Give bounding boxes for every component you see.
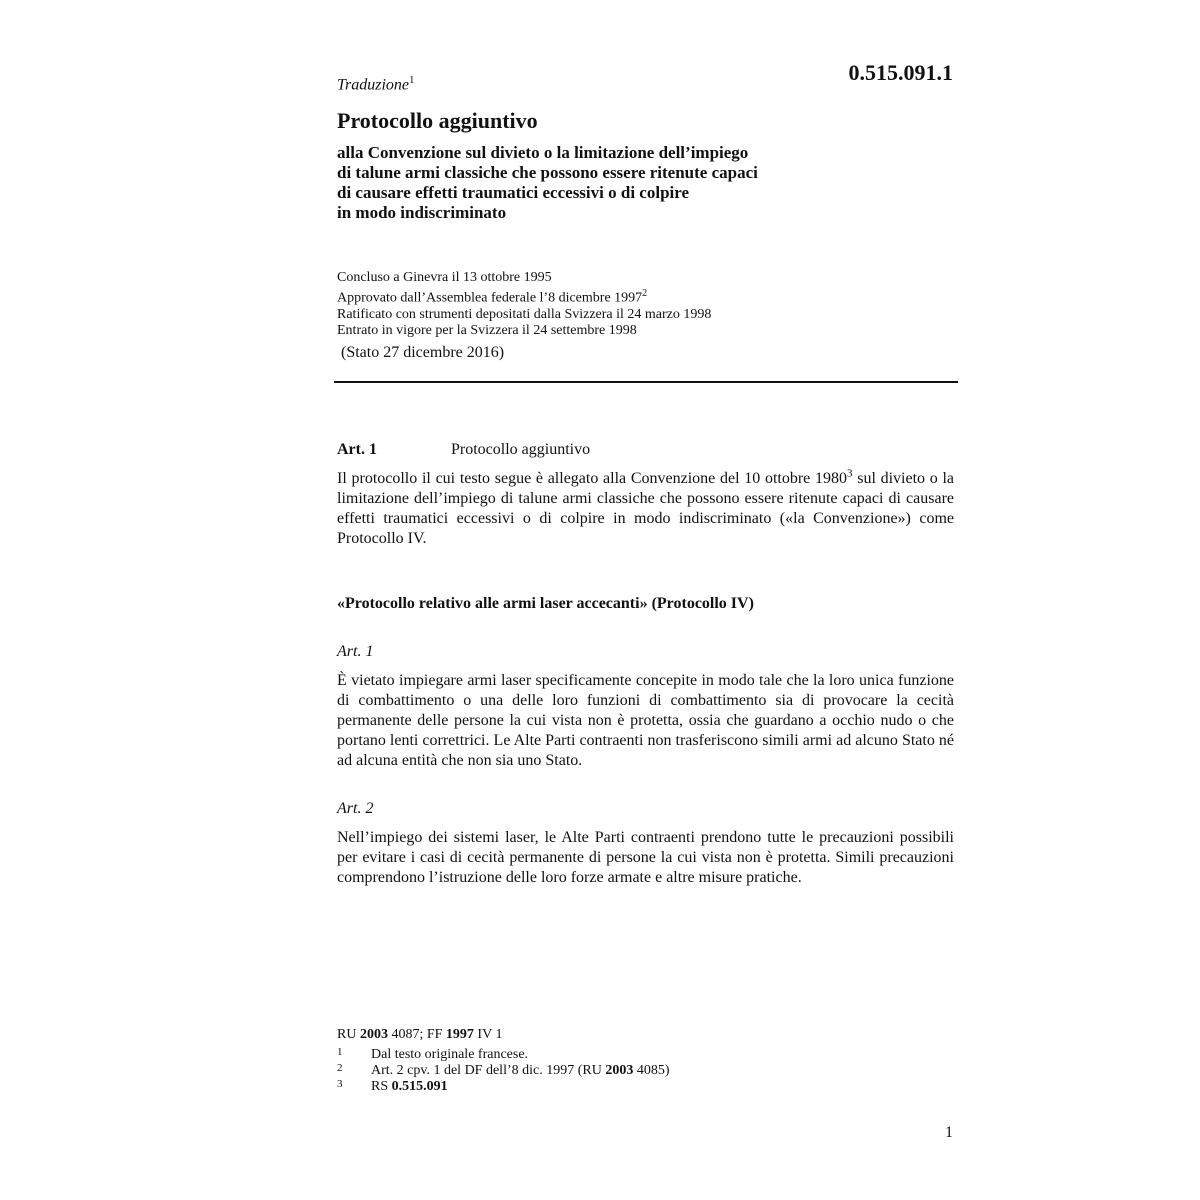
header-divider <box>334 381 958 383</box>
translation-label: Traduzione$^1$ <box>337 74 415 94</box>
publication-reference: RU 2003 4087; FF 1997 IV 1 <box>337 1027 503 1042</box>
subtitle-line: di talune armi classiche che possono essere ritenute capaci <box>337 163 758 182</box>
protocol-art-2-label: Art. 2 <box>337 800 374 817</box>
page-number: 1 <box>945 1124 953 1141</box>
footnote-ref-3[interactable]: 3 <box>847 467 853 480</box>
article-1-text: Il protocollo il cui testo segue è allegato alla Convenzione del 10 ottobre 1980$^3$ sul divieto o la limitazione dell’impiego di talune armi classiche che possono essere ritenute capaci di causare effetti traumatici eccessivi o di colpire in modo indiscriminato («la Convenzione») come Protocollo IV. <box>337 467 955 547</box>
footnote: 3 RS 0.515.091 <box>337 1078 448 1094</box>
article-number: Art. 1 <box>337 441 377 458</box>
ratified-date: Ratificato con strumenti depositati dalla Svizzera il 24 marzo 1998 <box>337 306 712 322</box>
status-date: (Stato 27 dicembre 2016) <box>341 344 505 361</box>
approved-date: Approvato dall’Assemblea federale l’8 dicembre 1997$^2$ <box>337 288 648 306</box>
article-title: Protocollo aggiuntivo <box>451 441 591 458</box>
concluded-date: Concluso a Ginevra il 13 ottobre 1995 <box>337 270 552 285</box>
protocol-art-1-text: È vietato impiegare armi laser specificamente concepite in modo tale che la loro unica funzione di combattimento o una delle loro funzioni di combattimento sia di provocare la cecità permanente delle persone la cui vista non è protetta, ossia che guardano a occhio nudo o che portano lenti correttrici. Le Alte Parti contraenti non trasferiscono simili armi ad alcuno Stato né ad alcuna entità che non sia uno Stato. <box>337 672 954 769</box>
subtitle-line: in modo indiscriminato <box>337 203 507 222</box>
enactment-dates <box>337 270 711 339</box>
protocol-art-1-label: Art. 1 <box>337 643 374 660</box>
subtitle-line: alla Convenzione sul divieto o la limitazione dell’impiego <box>337 143 749 162</box>
article-1-heading <box>337 441 590 459</box>
footnote-ref-2[interactable]: 2 <box>642 288 648 299</box>
subtitle-line: di causare effetti traumatici eccessivi o di colpire <box>337 183 690 202</box>
footnote: 1 Dal testo originale francese. <box>337 1046 529 1062</box>
footnote: 2 Art. 2 cpv. 1 del DF dell’8 dic. 1997 (RU 2003 4085) <box>337 1062 670 1078</box>
document-subtitle <box>337 143 758 223</box>
protocol-title: «Protocollo relativo alle armi laser accecanti» (Protocollo IV) <box>337 595 754 612</box>
sr-number: 0.515.091.1 <box>848 60 953 85</box>
protocol-art-2-text: Nell’impiego dei sistemi laser, le Alte Parti contraenti prendono tutte le precauzioni possibili per evitare i casi di cecità permanente di persone la cui vista non è protetta. Simili precauzioni comprendono l’istruzione delle loro forze armate e altre misure pratiche. <box>337 829 954 886</box>
footnote-ref-1[interactable]: 1 <box>409 74 415 86</box>
document-title: Protocollo aggiuntivo <box>337 108 538 133</box>
in-force-date: Entrato in vigore per la Svizzera il 24 settembre 1998 <box>337 322 637 338</box>
